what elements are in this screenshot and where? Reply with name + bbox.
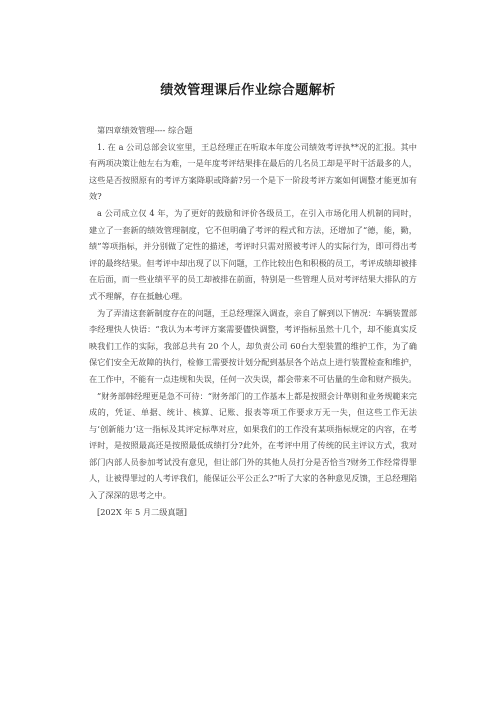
paragraph: a 公司成立仅 4 年，为了更好的鼓励和评价各级员工，在引入市场化用人机制的同时，建立了一套新的绩效管理制度，它不但明确了考评的程式和方法，还增加了“德，能，勤，绩”等项指标，并分别做了定性的描述，考评时只需对照被考评人的实际行为，即可得出考评的最终结果。但考评中却出现了以下问题，工作比较出色和积极的员工，考评成绩却被排在后面，而一些业绩平平的员工却被排在前面，特别是一些管理人员对考评结果大排队的方式不理解，存在抵触心理。 <box>89 207 417 301</box>
source-note: [202X 年 5 月二级真题] <box>97 506 187 517</box>
paragraph: 1. 在 a 公司总部会议室里，王总经理正在听取本年度公司绩效考评执**况的汇报。其中有两项决策让他左右为难，一是年度考评结果排在最后的几名员工却是平时干活最多的人，这些是否按照原有的考评方案降职或降薪?另一个是下一阶段考评方案如何调整才能更加有效? <box>89 141 417 202</box>
document-body <box>89 122 417 520</box>
document-title: 绩效管理课后作业综合题解析 <box>160 83 336 98</box>
paragraph: 为了弄清这套新制度存在的问题，王总经理深入调查，亲自了解到以下情况：车辆装置部李经理快人快语：“我认为本考评方案需要儘快调整，考评指标虽然十几个，却不能真实反映我们工作的实际，我部总共有 20 个人，却负责公司 60台大型装置的维护工作，为了确保它们安全无故障的执行，检修工需要按计划分配到基层各个站点上进行装置检查和维护，在工作中，不能有一点违规和失误，任何一次失误，都会带来不可估量的生命和财产损失。 <box>89 307 417 384</box>
section-heading: 第四章绩效管理---- 综合题 <box>97 125 193 135</box>
paragraph: ”财务部韩经理更是急不可待：“财务部门的工作基本上都是按照会计準则和业务规範来完成的，凭证、单据、统计、核算、记账、报表等项工作要求万无一失，但这些工作无法与‘创新能力’这一指标及其评定标準对应，如果我们的工作没有某项指标规定的内容，在考评时，是按照最高还是按照最低成绩打分?此外，在考评中用了传统的民主评议方式，我对部门内部人员参加考试没有意见，但让部门外的其他人员打分是否恰当?财务工作经常得罪人，让被得罪过的人考评我们，能保证公平公正么?”听了大家的各种意见反馈，王总经理陷入了深深的思考之中。 <box>89 390 417 501</box>
